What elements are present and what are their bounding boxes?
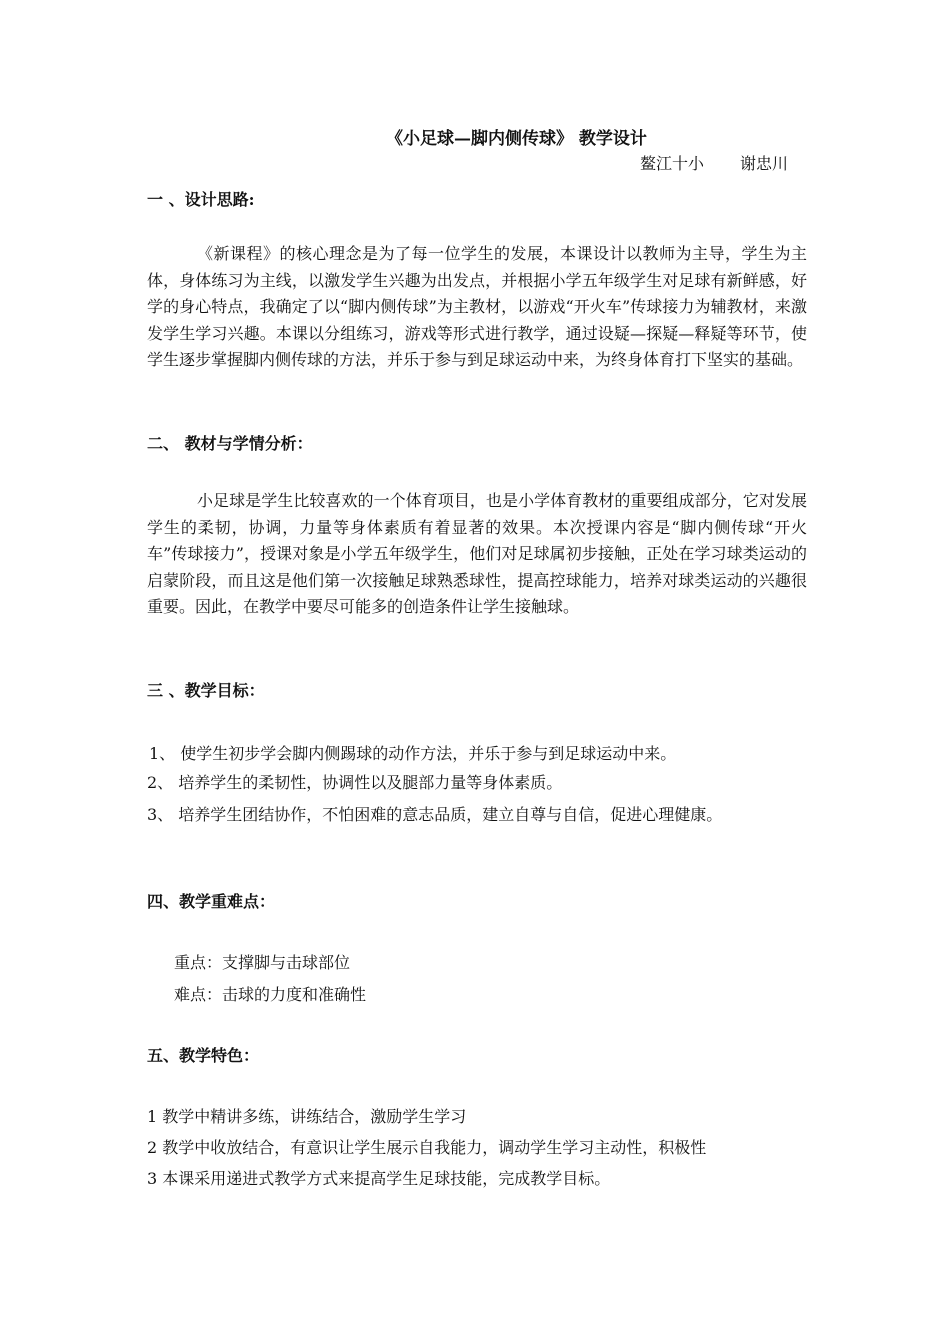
section-paragraph-1: 《新课程》的核心理念是为了每一位学生的发展，本课设计以教师为主导，学生为主体，身体练习为主线，以激发学生兴趣为出发点，并根据小学五年级学生对足球有新鲜感，好学的身心特点，我确定了以“脚内侧传球”为主教材，以游戏“开火车”传球接力为辅教材，来激发学生学习兴趣。本课以分组练习，游戏等形式进行教学，通过设疑—探疑—释疑等环节，使学生逐步掌握脚内侧传球的方法，并乐于参与到足球运动中来，为终身体育打下坚实的基础。: [147, 244, 807, 369]
section-heading-5: 五、教学特色：: [147, 1046, 260, 1065]
objective-item-3: 3、 培养学生团结协作，不怕困难的意志品质，建立自尊与自信，促进心理健康。: [147, 805, 723, 824]
objective-item-1: 1、 使学生初步学会脚内侧踢球的动作方法，并乐于参与到足球运动中来。: [149, 744, 677, 763]
section-heading-3: 三 、教学目标：: [147, 681, 265, 700]
feature-item-3: 3 本课采用递进式教学方式来提高学生足球技能，完成教学目标。: [147, 1169, 611, 1188]
section-heading-2: 二、 教材与学情分析：: [147, 434, 313, 453]
difficult-point: 难点：击球的力度和准确性: [174, 985, 367, 1004]
section-paragraph-2: 小足球是学生比较喜欢的一个体育项目，也是小学体育教材的重要组成部分，它对发展学生的柔韧，协调，力量等身体素质有着显著的效果。本次授课内容是“脚内侧传球“开火车”传球接力”，授课对象是小学五年级学生，他们对足球属初步接触，正处在学习球类运动的启蒙阶段，而且这是他们第一次接触足球熟悉球性，提高控球能力，培养对球类运动的兴趣很重要。因此，在教学中要尽可能多的创造条件让学生接触球。: [147, 491, 807, 616]
document-title: 《小足球—脚内侧传球》 教学设计: [386, 129, 647, 149]
key-point: 重点：支撑脚与击球部位: [174, 953, 351, 972]
school-name: 鳌江十小: [640, 154, 705, 173]
objective-item-2: 2、 培养学生的柔韧性，协调性以及腿部力量等身体素质。: [147, 773, 563, 792]
author-line: [640, 151, 788, 174]
feature-item-2: 2 教学中收放结合，有意识让学生展示自我能力，调动学生学习主动性，积极性: [147, 1138, 707, 1157]
section-heading-1: 一 、设计思路:: [147, 190, 255, 209]
author-name: 谢忠川: [740, 154, 789, 173]
feature-item-1: 1 教学中精讲多练，讲练结合，激励学生学习: [147, 1107, 467, 1126]
section-heading-4: 四、教学重难点：: [147, 892, 276, 911]
